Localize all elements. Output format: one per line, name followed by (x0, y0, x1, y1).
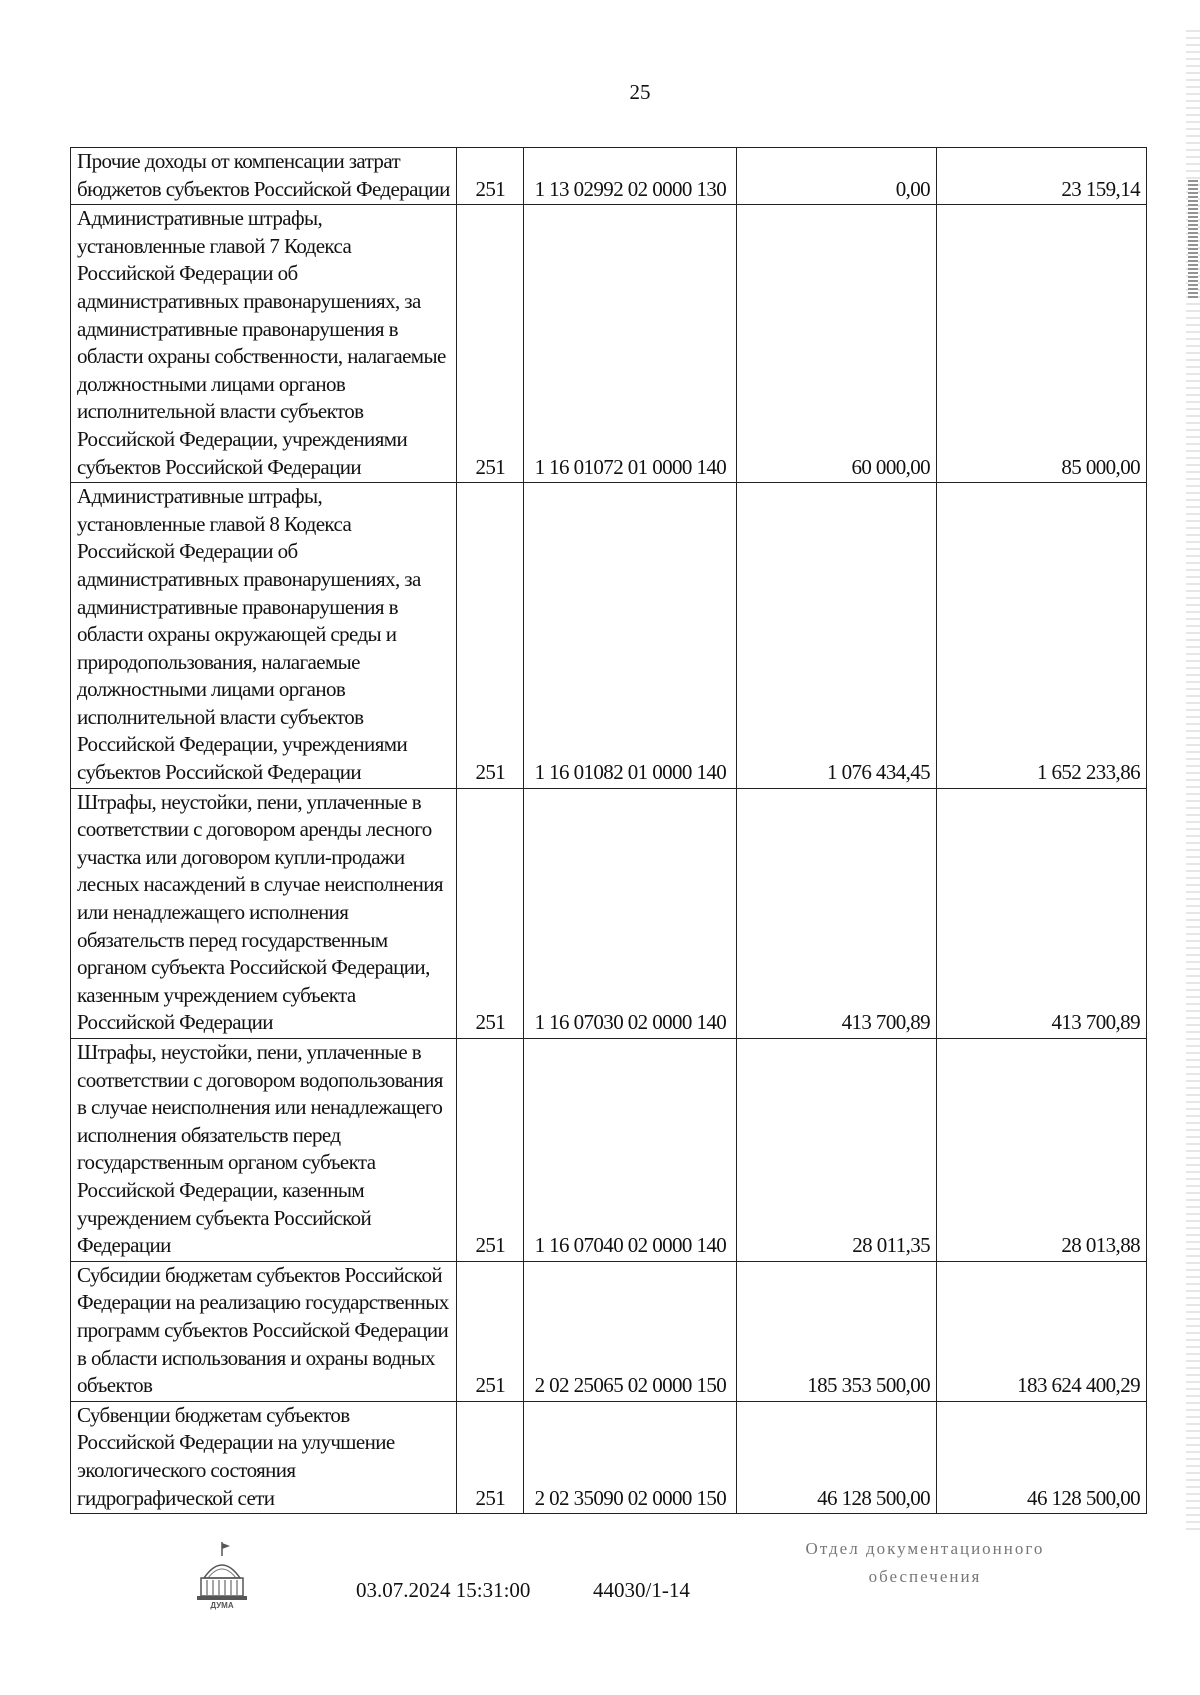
footer-datetime: 03.07.2024 15:31:00 (356, 1578, 531, 1602)
fact-amount-cell: 1 652 233,86 (937, 483, 1147, 789)
fact-amount-cell: 23 159,14 (937, 148, 1147, 205)
revenue-name-cell: Субсидии бюджетам субъектов Российской Федерации на реализацию государственных программ субъектов Российской Федерации в области использования и охраны водных объектов (71, 1261, 457, 1401)
kbk-code-cell: 2 02 35090 02 0000 150 (524, 1401, 737, 1513)
stamp-line-2: обеспечения (868, 1567, 982, 1586)
kbk-code-cell: 2 02 25065 02 0000 150 (524, 1261, 737, 1401)
kbk-code-cell: 1 16 07030 02 0000 140 (524, 788, 737, 1038)
admin-code-cell: 251 (457, 205, 524, 483)
page-number: 25 (629, 80, 651, 104)
logo-text: ДУМА (210, 1601, 234, 1610)
revenue-name-cell: Субвенции бюджетам субъектов Российской Федерации на улучшение экологического состояния гидрографической сети (71, 1401, 457, 1513)
plan-amount-cell: 0,00 (737, 148, 937, 205)
plan-amount-cell: 413 700,89 (737, 788, 937, 1038)
revenue-name-cell: Административные штрафы, установленные главой 8 Кодекса Российской Федерации об административных правонарушениях, за административные правонарушения в области охраны окружающей среды и природопользования, налагаемые должностными лицами органов исполнительной власти субъектов Российской Федерации, учреждениями субъектов Российской Федерации (71, 483, 457, 789)
fact-amount-cell: 28 013,88 (937, 1039, 1147, 1262)
revenue-table (70, 147, 1147, 1514)
plan-amount-cell: 60 000,00 (737, 205, 937, 483)
table-row (71, 148, 1147, 205)
table-row (71, 205, 1147, 483)
footer-registration-number: 44030/1-14 (593, 1578, 690, 1602)
department-stamp (775, 1535, 1075, 1591)
stamp-line-1: Отдел документационного (805, 1539, 1045, 1558)
table-row (71, 483, 1147, 789)
fact-amount-cell: 413 700,89 (937, 788, 1147, 1038)
kbk-code-cell: 1 16 07040 02 0000 140 (524, 1039, 737, 1262)
kbk-code-cell: 1 16 01082 01 0000 140 (524, 483, 737, 789)
revenue-name-cell: Штрафы, неустойки, пени, уплаченные в соответствии с договором водопользования в случае неисполнения или ненадлежащего исполнения обязательств перед государственным органом субъекта Российской Федерации, казенным учреждением субъекта Российской Федерации (71, 1039, 457, 1262)
plan-amount-cell: 28 011,35 (737, 1039, 937, 1262)
plan-amount-cell: 185 353 500,00 (737, 1261, 937, 1401)
admin-code-cell: 251 (457, 483, 524, 789)
table-row (71, 1039, 1147, 1262)
admin-code-cell: 251 (457, 788, 524, 1038)
duma-logo (192, 1540, 252, 1610)
kbk-code-cell: 1 13 02992 02 0000 130 (524, 148, 737, 205)
revenue-name-cell: Прочие доходы от компенсации затрат бюджетов субъектов Российской Федерации (71, 148, 457, 205)
fact-amount-cell: 183 624 400,29 (937, 1261, 1147, 1401)
admin-code-cell: 251 (457, 1261, 524, 1401)
kbk-code-cell: 1 16 01072 01 0000 140 (524, 205, 737, 483)
table-row (71, 788, 1147, 1038)
admin-code-cell: 251 (457, 1401, 524, 1513)
table-row (71, 1401, 1147, 1513)
plan-amount-cell: 1 076 434,45 (737, 483, 937, 789)
fact-amount-cell: 46 128 500,00 (937, 1401, 1147, 1513)
scan-edge-noise (1186, 30, 1200, 1530)
revenue-name-cell: Административные штрафы, установленные главой 7 Кодекса Российской Федерации об административных правонарушениях, за административные правонарушения в области охраны собственности, налагаемые должностными лицами органов исполнительной власти субъектов Российской Федерации, учреждениями субъектов Российской Федерации (71, 205, 457, 483)
admin-code-cell: 251 (457, 1039, 524, 1262)
plan-amount-cell: 46 128 500,00 (737, 1401, 937, 1513)
admin-code-cell: 251 (457, 148, 524, 205)
table-row (71, 1261, 1147, 1401)
fact-amount-cell: 85 000,00 (937, 205, 1147, 483)
revenue-name-cell: Штрафы, неустойки, пени, уплаченные в соответствии с договором аренды лесного участка или договором купли-продажи лесных насаждений в случае неисполнения или ненадлежащего исполнения обязательств перед государственным органом субъекта Российской Федерации, казенным учреждением субъекта Российской Федерации (71, 788, 457, 1038)
